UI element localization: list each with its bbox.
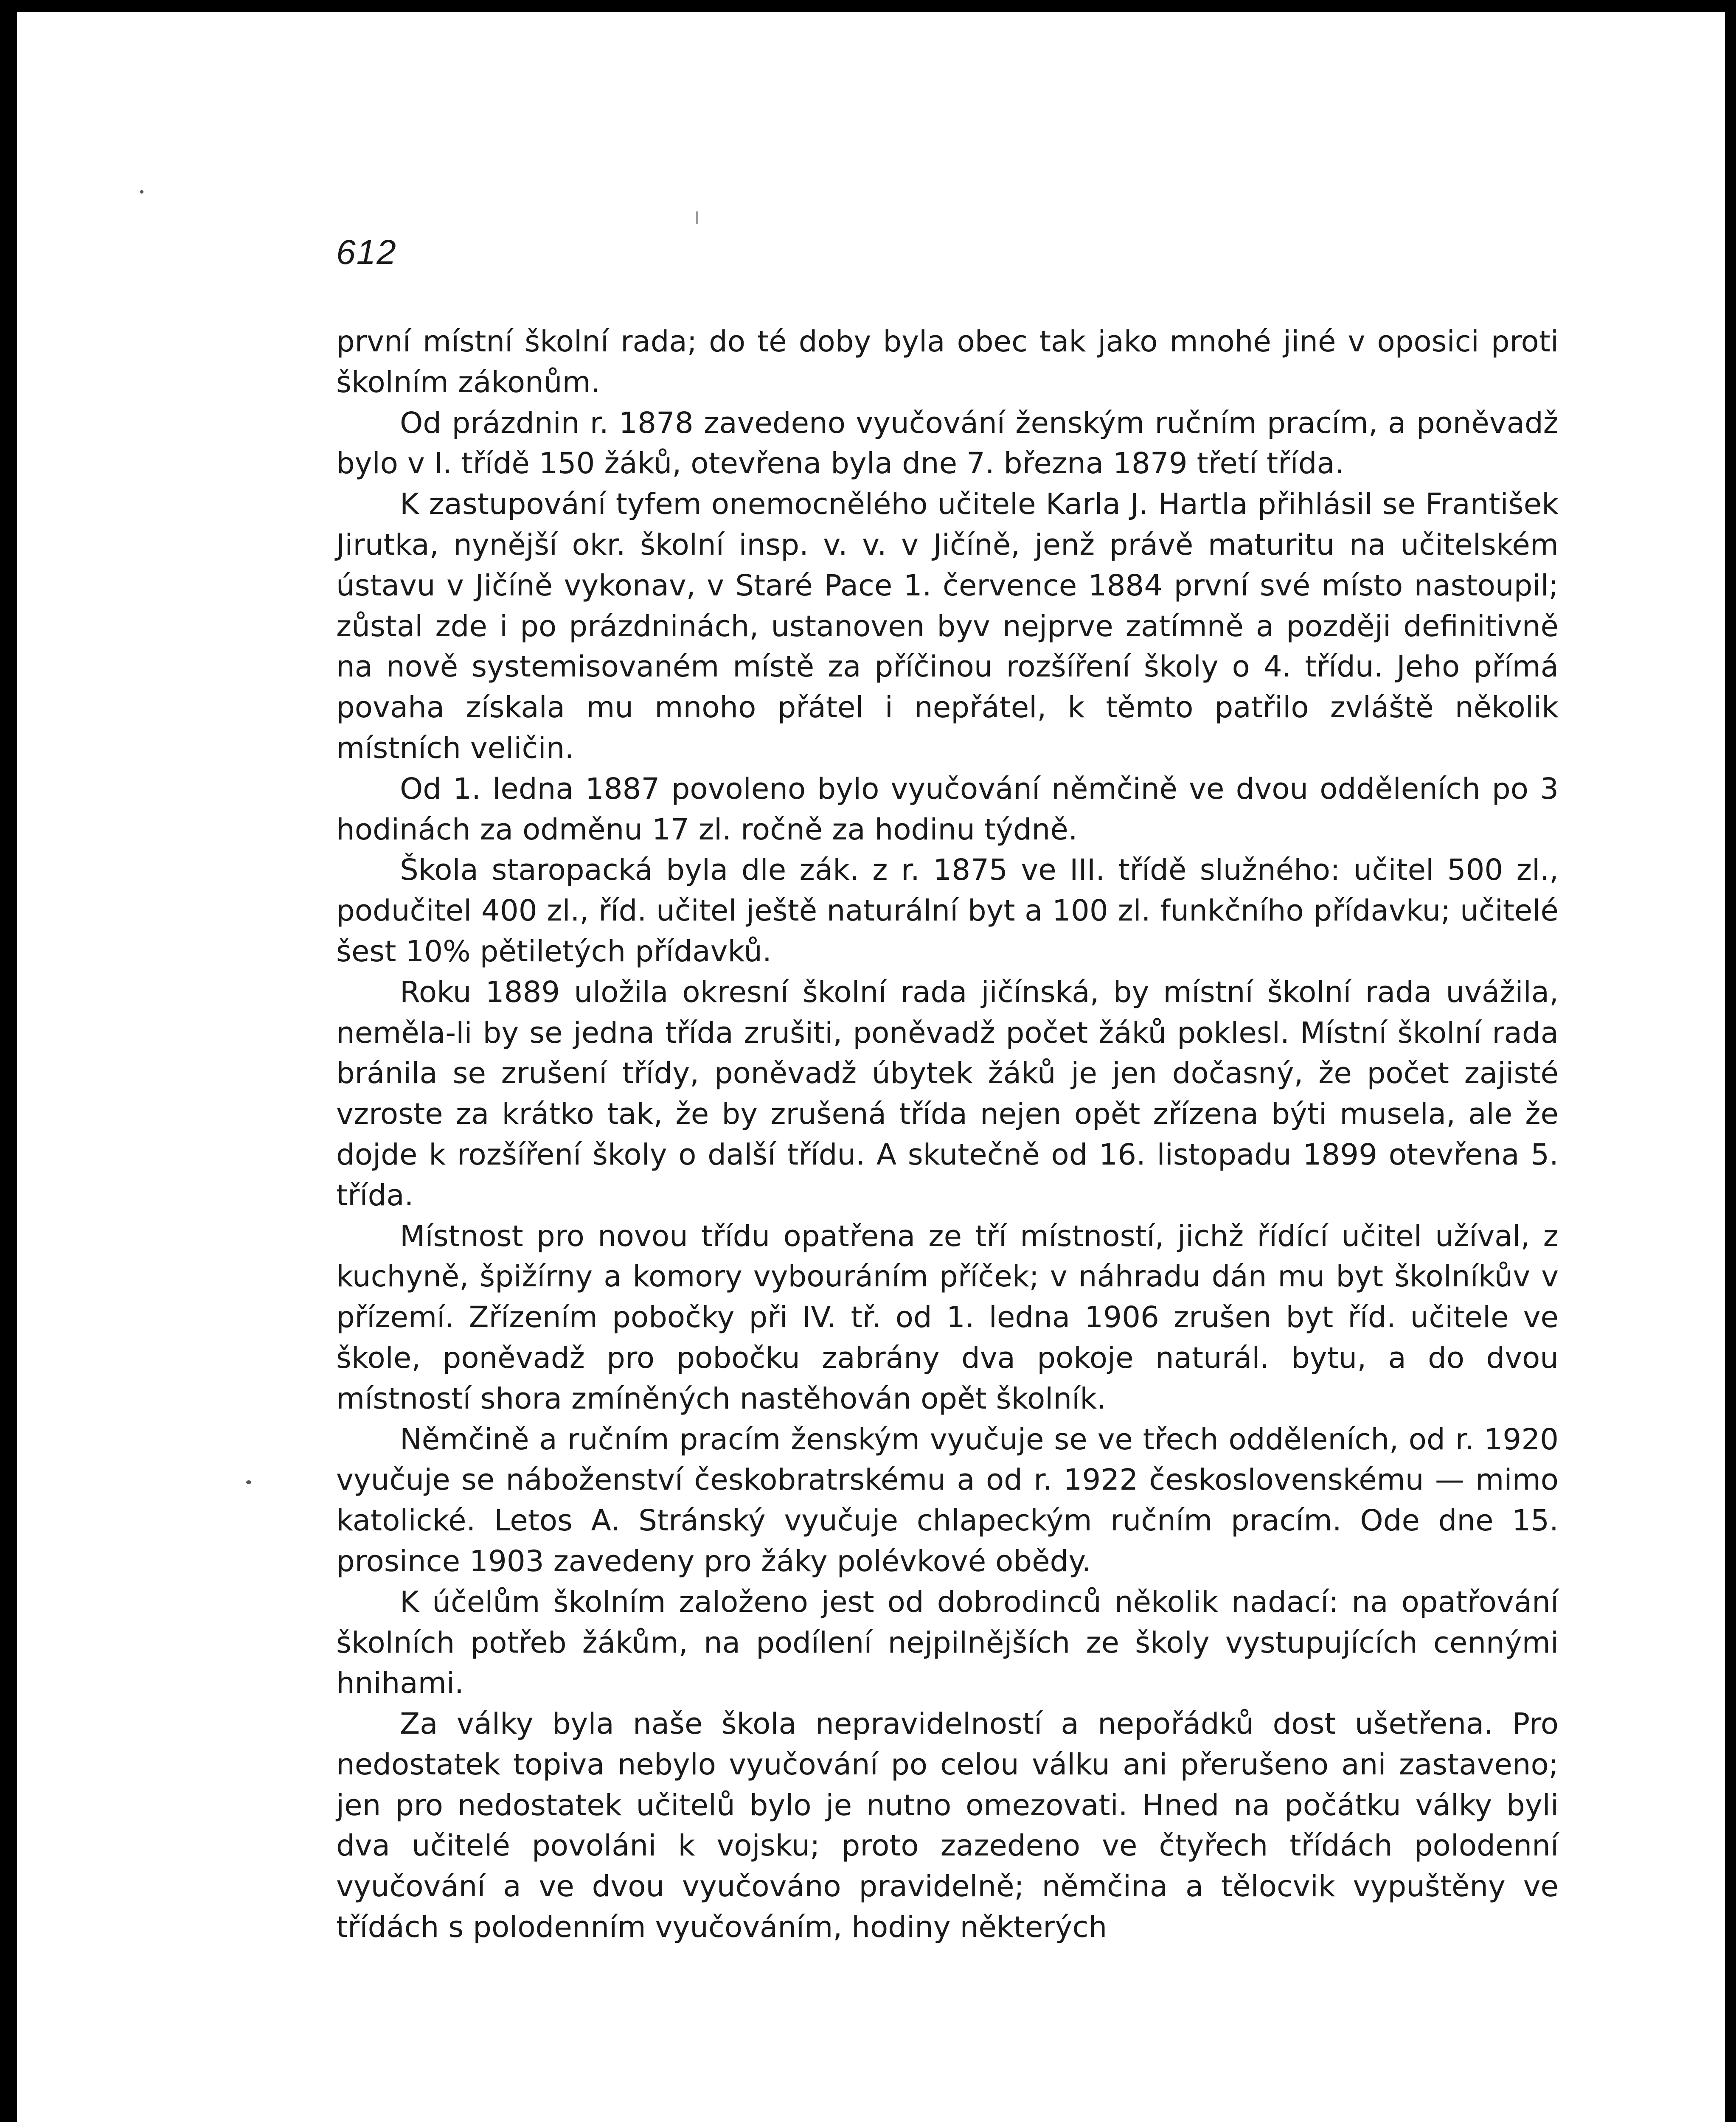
scan-speck <box>140 190 143 194</box>
page-number: 612 <box>336 233 397 272</box>
body-text <box>336 322 1559 1948</box>
paragraph: K účelům školním založeno jest od dobrodinců několik nadací: na opatřování školních potřeb žákům, na podílení nejpilnějších ze školy vystupujících cennými hnihami. <box>336 1585 1559 1701</box>
scanned-page <box>17 12 1725 2122</box>
scan-speck <box>696 211 698 224</box>
paragraph: Škola staropacká byla dle zák. z r. 1875 ve III. třídě služného: učitel 500 zl., podučitel 400 zl., říd. učitel ještě naturální byt a 100 zl. funkčního přídavku; učitelé šest 10% pětiletých přídavků. <box>336 853 1559 968</box>
paragraph: Za války byla naše škola nepravidelností a nepořádků dost ušetřena. Pro nedostatek topiva nebylo vyučování po celou válku ani přerušeno ani zastaveno; jen pro nedostatek učitelů bylo je nutno omezovati. Hned na počátku války byli dva učitelé povoláni k vojsku; proto zazedeno ve čtyřech třídách polodenní vyučování a ve dvou vyučováno pravidelně; němčina a tělocvik vypuštěny ve třídách s polodenním vyučováním, hodiny některých <box>336 1707 1559 1945</box>
scan-speck <box>246 1480 251 1484</box>
paragraph: Němčině a ručním pracím ženským vyučuje se ve třech odděleních, od r. 1920 vyučuje se náboženství českobratrskému a od r. 1922 československému — mimo katolické. Letos A. Stránský vyučuje chlapeckým ručním pracím. Ode dne 15. prosince 1903 zavedeny pro žáky polévkové obědy. <box>336 1422 1559 1578</box>
paragraph: Od 1. ledna 1887 povoleno bylo vyučování němčině ve dvou odděleních po 3 hodinách za odměnu 17 zl. ročně za hodinu týdně. <box>336 772 1559 847</box>
paragraph: Od prázdnin r. 1878 zavedeno vyučování ženským ručním pracím, a poněvadž bylo v I. třídě 150 žáků, otevřena byla dne 7. března 1879 třetí třída. <box>336 406 1559 481</box>
paragraph: Místnost pro novou třídu opatřena ze tří místností, jichž řídící učitel užíval, z kuchyně, špižírny a komory vybouráním příček; v náhradu dán mu byt školníkův v přízemí. Zřízením pobočky při IV. tř. od 1. ledna 1906 zrušen byt říd. učitele ve škole, poněvadž pro pobočku zabrány dva pokoje naturál. bytu, a do dvou místností shora zmíněných nastěhován opět školník. <box>336 1219 1559 1416</box>
paragraph: první místní školní rada; do té doby byla obec tak jako mnohé jiné v oposici proti školním zákonům. <box>336 325 1559 399</box>
paragraph: K zastupování tyfem onemocnělého učitele Karla J. Hartla přihlásil se František Jirutka, nynější okr. školní insp. v. v. v Jičíně, jenž právě maturitu na učitelském ústavu v Jičíně vykonav, v Staré Pace 1. července 1884 první své místo nastoupil; zůstal zde i po prázdninách, ustanoven byv nejprve zatímně a později definitivně na nově systemisovaném místě za příčinou rozšíření školy o 4. třídu. Jeho přímá povaha získala mu mnoho přátel i nepřátel, k těmto patřilo zvláště několik místních veličin. <box>336 487 1559 765</box>
paragraph: Roku 1889 uložila okresní školní rada jičínská, by místní školní rada uvážila, neměla-li by se jedna třída zrušiti, poněvadž počet žáků poklesl. Místní školní rada bránila se zrušení třídy, poněvadž úbytek žáků je jen dočasný, že počet zajisté vzroste za krátko tak, že by zrušená třída nejen opět zřízena býti musela, ale že dojde k rozšíření školy o další třídu. A skutečně od 16. listopadu 1899 otevřena 5. třída. <box>336 975 1559 1213</box>
